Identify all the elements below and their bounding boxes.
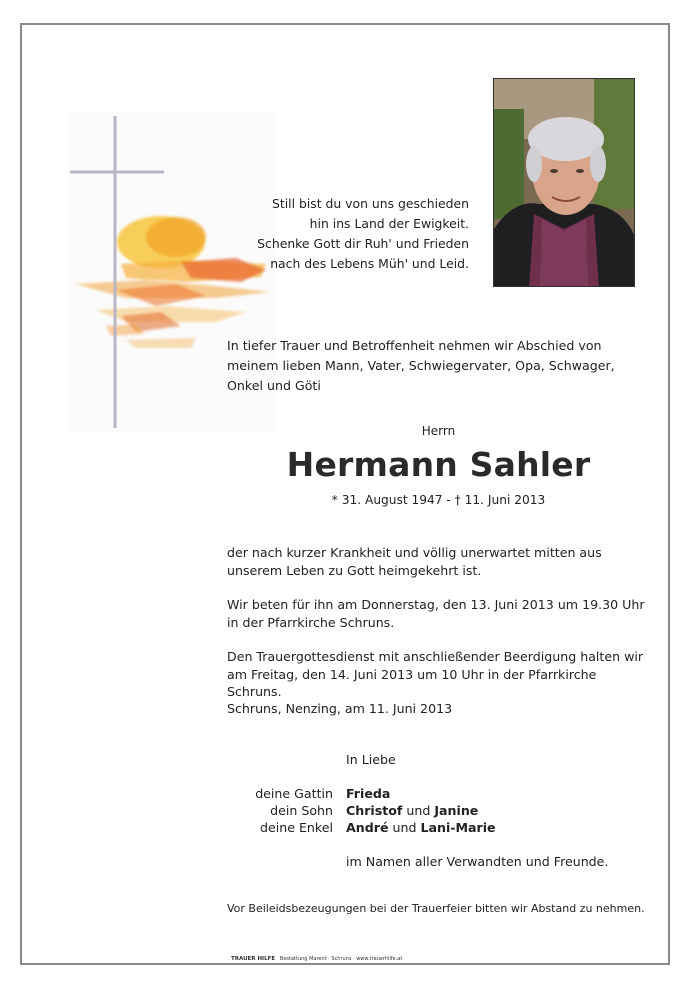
mourner-names xyxy=(346,803,478,818)
mourner-name: Lani-Marie xyxy=(420,820,496,835)
mourner-name: André xyxy=(346,820,389,835)
deceased-name: Hermann Sahler xyxy=(286,445,591,484)
portrait-photo xyxy=(493,78,635,287)
place-date: Schruns, Nenzing, am 11. Juni 2013 xyxy=(227,701,453,716)
conjunction: und xyxy=(402,803,435,818)
mourner-names xyxy=(346,786,390,801)
condolence-note: Vor Beileidsbezeugungen bei der Trauerfeier bitten wir Abstand zu nehmen. xyxy=(227,902,645,915)
publisher-brand: TRAUER HILFE xyxy=(231,956,276,962)
verse-line: Still bist du von uns geschieden xyxy=(271,196,469,211)
mourner-name: Christof xyxy=(346,803,403,818)
conjunction: und xyxy=(388,820,421,835)
verse-line: hin ins Land der Ewigkeit. xyxy=(309,216,469,231)
mourner-name: Frieda xyxy=(346,786,391,801)
memorial-verse xyxy=(257,194,469,274)
paragraph-prayer: Wir beten für ihn am Donnerstag, den 13. Juni 2013 um 19.30 Uhr in der Pfarrkirche Schruns. xyxy=(227,597,645,630)
paragraph-homecoming: der nach kurzer Krankheit und völlig unerwartet mitten aus unserem Leben zu Gott heimgekehrt ist. xyxy=(227,545,602,578)
mourner-names xyxy=(346,820,496,835)
mourner-name: Janine xyxy=(434,803,479,818)
life-dates: * 31. August 1947 - † 11. Juni 2013 xyxy=(331,493,546,507)
publisher-imprint xyxy=(231,956,402,962)
verse-line: Schenke Gott dir Ruh' und Frieden xyxy=(257,236,469,251)
intro-text: In tiefer Trauer und Betroffenheit nehmen wir Abschied von meinem lieben Mann, Vater, Schwiegervater, Opa, Schwager, Onkel und Göti xyxy=(227,338,615,393)
mourner-relation: deine Enkel xyxy=(259,820,333,835)
mourner-relation: dein Sohn xyxy=(270,803,333,818)
in-liebe: In Liebe xyxy=(346,752,396,767)
verse-line: nach des Lebens Müh' und Leid. xyxy=(270,256,469,271)
salutation: Herrn xyxy=(421,424,456,438)
closing-line: im Namen aller Verwandten und Freunde. xyxy=(346,854,609,869)
publisher-details: Bestattung Marent · Schruns · www.trauerhilfe.at xyxy=(279,956,403,962)
mourner-relation: deine Gattin xyxy=(255,786,333,801)
paragraph-funeral: Den Trauergottesdienst mit anschließender Beerdigung halten wir am Freitag, den 14. Juni 2013 um 10 Uhr in der Pfarrkirche Schruns. xyxy=(227,649,644,699)
